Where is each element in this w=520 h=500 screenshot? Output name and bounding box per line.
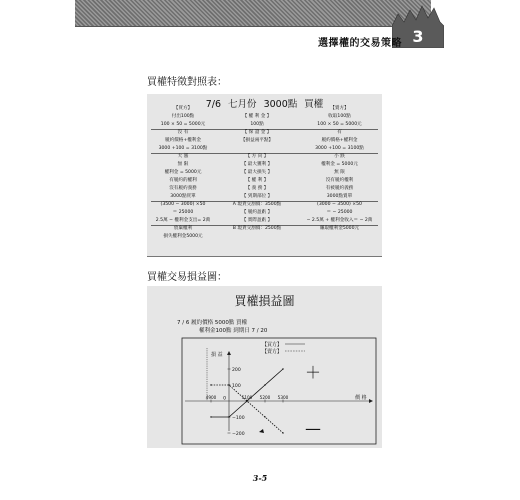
call-feature-table	[147, 94, 382, 257]
table-cell-c2: 【 方 向 】	[245, 154, 269, 159]
table-cell-c1: 付出100點	[171, 114, 195, 119]
table-cell-c3: 3000點賣單	[326, 194, 353, 199]
table-cell-c3: (3000 − 3500) ×50	[317, 202, 362, 207]
seller-point	[210, 384, 211, 385]
chapter-number: 3	[412, 27, 424, 46]
table-cell-c3: 有被履約義務	[325, 186, 354, 191]
table-cell-c3: − 2.5萬 + 權利金收入＝ − 2萬	[306, 218, 373, 223]
buyer-point	[282, 368, 283, 369]
chart-info-line-2: 權利金100點 到期日 7 / 20	[199, 328, 268, 334]
legend-seller-label: 【賣方】	[262, 349, 283, 355]
table-cell-c3: 小 跌	[334, 154, 345, 159]
y-tick-label: −100	[232, 416, 245, 421]
table-cell-c2: 【 最大損失 】	[241, 170, 273, 175]
table-cell-c2: 【 保 證 金 】	[242, 130, 272, 135]
table-cell-c1: (3500 − 3000) ×50	[160, 202, 206, 207]
header-band	[75, 0, 431, 27]
buyer-point	[228, 416, 229, 417]
table-cell-c2: 【 權 利 金 】	[242, 114, 272, 119]
y-tick-label: 100	[232, 384, 241, 389]
y-axis-label: 損 益	[211, 352, 223, 358]
table-cell-c3: 沒有履約權利	[325, 178, 354, 183]
table-cell-c3: 有	[337, 130, 342, 135]
seller-point	[246, 400, 247, 401]
table-title: 7/6 七月份 3000點 買權	[205, 99, 324, 110]
table-cell-c3: 100 × 50 = 5000元	[317, 122, 362, 127]
table-cell-c1: 有履約的權利	[169, 178, 197, 183]
seller-payoff-line	[211, 385, 283, 433]
seller-point	[228, 384, 229, 385]
x-tick-label: 5100	[241, 395, 253, 400]
table-cell-c2: B 現貨交割價：2500點	[232, 226, 282, 231]
chart-info-line-1: 7 / 6 履約價格 5000點 買權	[177, 320, 248, 326]
table-cell-c1: ＝ 25000	[172, 210, 194, 215]
table-cell-c3: 無 限	[334, 170, 345, 175]
x-axis-arrow-icon	[369, 399, 373, 403]
table-cell-c1: 3000點買單	[170, 194, 196, 199]
table-cell-c1: 沒有履約義務	[169, 186, 197, 191]
table-cell-c1: 2.5萬 − 權利金支出= 2萬	[155, 218, 211, 223]
payoff-chart-panel	[147, 286, 382, 448]
x-tick-label: 5300	[277, 395, 289, 400]
y-tick-label: 200	[232, 368, 241, 373]
seller-point	[282, 432, 283, 433]
loss-region-label: —	[305, 419, 321, 438]
table-cell-c1: 100 × 50 = 5000元	[160, 122, 206, 127]
table-cell-c2: A 現貨交割價：3500點	[232, 202, 282, 207]
table-cell-c1: 無 限	[177, 162, 189, 167]
table-cell-c1: 權利金 = 5000元	[164, 170, 202, 175]
table-cell-c2: 【 權 利 】	[245, 178, 269, 183]
payoff-plot	[147, 286, 382, 448]
table-cell-c3: 【賣方】	[330, 106, 349, 111]
table-cell-c2: 【 義 務 】	[245, 186, 269, 191]
buyer-point	[264, 384, 265, 385]
table-cell-c3: 3000 +100 = 3100點	[315, 146, 364, 151]
section-title-table: 買權特徵對照表：	[147, 77, 227, 88]
table-cell-c2: 【損益兩平點】	[240, 138, 274, 143]
table-cell-c2: 【 最大獲利 】	[241, 162, 273, 167]
table-cell-last: 損失權利金5000元	[163, 234, 203, 239]
buyer-payoff-line	[211, 369, 283, 417]
page-number: 3-5	[252, 473, 268, 483]
x-origin-label: 0	[223, 396, 226, 402]
table-cell-c3: 權利金 = 5000元	[321, 162, 358, 167]
buyer-point	[210, 416, 211, 417]
y-axis-arrow-icon	[227, 351, 231, 355]
y-tick-label: −200	[232, 432, 245, 437]
table-cell-c2: 【 到期部位 】	[241, 194, 273, 199]
table-cell-c3: ＝ − 25000	[326, 210, 353, 215]
table-cell-c1: 3000 +100 = 3100點	[158, 146, 208, 151]
x-tick-label: 5200	[259, 395, 271, 400]
table-cell-c3: 賺取權利金5000元	[319, 226, 360, 231]
chapter-title: 選擇權的交易策略	[318, 38, 402, 49]
table-cell-c3: 履約價格+權利金	[321, 138, 358, 143]
legend-buyer-label: 【買方】	[262, 342, 283, 348]
profit-region-label: ＋	[305, 363, 322, 382]
table-cell-c1: 沒 有	[177, 130, 189, 135]
table-cell-c2: 【 履約盈虧 】	[241, 210, 273, 215]
section-title-chart: 買權交易損益圖：	[147, 272, 227, 283]
table-cell-c1: 履約價格+權利金	[164, 138, 201, 143]
table-cell-c3: 收取100點	[328, 114, 351, 119]
x-tick-label: 4900	[205, 395, 217, 400]
table-cell-c2: 100點	[250, 122, 264, 127]
table-cell-c2: 【 實際盈虧 】	[241, 218, 273, 223]
table-cell-c1: 【買方】	[173, 106, 193, 111]
seller-arrow-icon	[259, 429, 264, 433]
seller-point	[264, 416, 265, 417]
x-axis-label: 價 格	[355, 395, 367, 401]
chart-title: 買權損益圖	[234, 294, 295, 308]
table-cell-c1: 放棄權利	[173, 226, 193, 231]
table-cell-c1: 大 漲	[177, 154, 189, 159]
